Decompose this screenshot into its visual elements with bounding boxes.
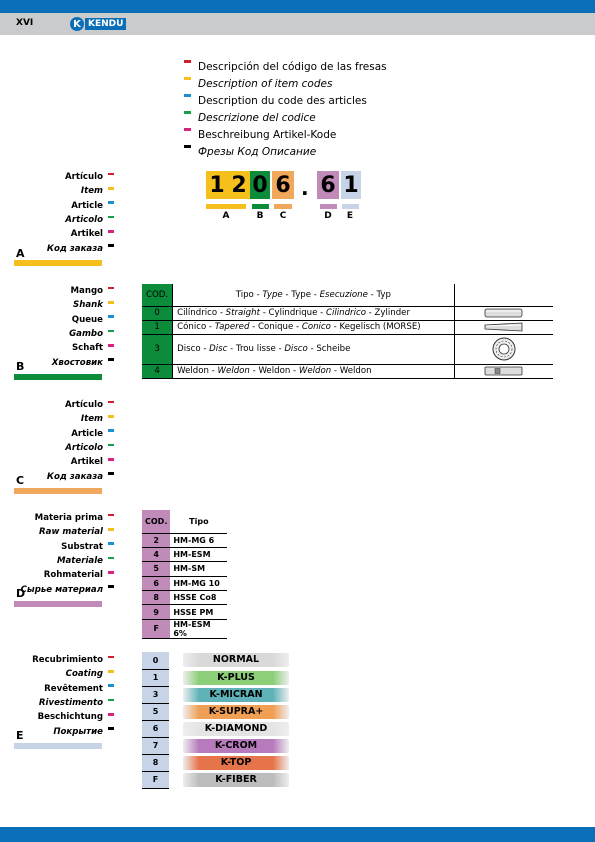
material-type: HM-ESM [170, 547, 227, 561]
label-text: Item [80, 186, 103, 197]
section-b-labels [14, 284, 114, 370]
material-type: HM-MG 10 [170, 576, 227, 590]
section-b-line [14, 374, 102, 380]
coating-swatch: K-DIAMOND [183, 722, 289, 736]
marker-it [184, 111, 191, 114]
marker-it [108, 699, 114, 702]
section-a-labels [14, 170, 114, 256]
code-digit-d: 6 [317, 171, 339, 199]
section-e-line [14, 743, 102, 749]
shank-table [142, 284, 553, 379]
coating-swatch: K-FIBER [183, 773, 289, 787]
table-row [142, 669, 289, 686]
code-digit-c: 6 [272, 171, 294, 199]
marker-ru [108, 727, 114, 730]
label-text: Rohmaterial [43, 570, 103, 581]
label-text: Article [71, 428, 103, 439]
section-label-it [14, 327, 114, 341]
material-cod-header: COD. [142, 510, 170, 533]
section-d-line [14, 601, 102, 607]
legend-text-fr: Description du code des articles [198, 94, 367, 107]
coating-code: 8 [142, 754, 169, 771]
cylindrical-shank-icon [454, 306, 553, 320]
bottom-bar [0, 827, 595, 842]
material-code: 5 [142, 562, 170, 576]
marker-it [108, 557, 114, 560]
code-label-c: C [279, 211, 287, 221]
label-text: Materia prima [34, 513, 103, 524]
section-label-ru [14, 241, 114, 255]
label-text: Artikel [70, 229, 103, 240]
code-label-e: E [346, 211, 354, 221]
marker-fr [108, 315, 114, 318]
coating-code: F [142, 771, 169, 788]
coating-swatch: K-PLUS [183, 671, 289, 685]
marker-es [108, 173, 114, 176]
label-text: Artículo [64, 172, 103, 183]
marker-es [108, 401, 114, 404]
section-label-it [14, 441, 114, 455]
label-text: Schaft [71, 343, 103, 354]
code-separator: . [301, 176, 309, 200]
section-c-labels [14, 398, 114, 484]
label-text: Articolo [65, 215, 103, 226]
shank-code: 4 [142, 364, 173, 378]
material-code: 4 [142, 547, 170, 561]
section-label-fr [14, 199, 114, 213]
section-label-es [14, 653, 114, 667]
table-row [142, 562, 227, 576]
section-a-letter: A [16, 247, 25, 260]
table-row [142, 703, 289, 720]
logo-text: KENDU [85, 18, 126, 30]
shank-desc: Disco - Disc - Trou lisse - Disco - Scheibe [173, 334, 454, 364]
coating-code: 6 [142, 720, 169, 737]
code-bar-c [274, 204, 292, 209]
label-text: Покрытие [53, 726, 103, 737]
label-text: Raw material [39, 527, 103, 538]
table-row [142, 605, 227, 619]
legend-text-de: Beschreibung Artikel-Kode [198, 128, 337, 141]
section-label-ru [14, 724, 114, 738]
material-type: HM-ESM 6% [170, 619, 227, 638]
marker-de [108, 344, 114, 347]
marker-it [108, 330, 114, 333]
label-text: Rivestimento [38, 698, 103, 709]
weldon-shank-icon [454, 364, 553, 378]
marker-fr [108, 429, 114, 432]
coating-name [183, 737, 289, 754]
coating-swatch: NORMAL [183, 653, 289, 667]
table-row [142, 754, 289, 771]
marker-de [108, 713, 114, 716]
material-table-header [142, 510, 227, 533]
shank-code: 0 [142, 306, 173, 320]
marker-de [108, 571, 114, 574]
shank-code: 3 [142, 334, 173, 364]
coating-code: 5 [142, 703, 169, 720]
code-digit-a2: 2 [228, 171, 250, 199]
shank-desc: Cónico - Tapered - Conique - Conico - Kegelisch (MORSE) [173, 320, 454, 334]
marker-it [108, 444, 114, 447]
label-text: Artikel [70, 457, 103, 468]
marker-en [108, 528, 114, 531]
section-label-es [14, 511, 114, 525]
coating-name [183, 703, 289, 720]
section-a-line [14, 260, 102, 266]
coating-name [183, 771, 289, 788]
table-row [142, 619, 227, 638]
code-digit-b: 0 [250, 171, 270, 199]
marker-en [108, 670, 114, 673]
coating-name [183, 754, 289, 771]
legend-row-en [184, 75, 387, 92]
code-digit-e: 1 [341, 171, 361, 199]
legend-text-it: Descrizione del codice [198, 111, 316, 124]
marker-ru [184, 145, 191, 148]
coating-swatch: K-TOP [183, 756, 289, 770]
section-label-es [14, 170, 114, 184]
section-label-en [14, 525, 114, 539]
coating-swatch: K-SUPRA+ [183, 705, 289, 719]
section-d-letter: D [16, 587, 26, 600]
logo-mark: K [70, 17, 84, 31]
label-text: Beschichtung [37, 712, 103, 723]
legend-text-en: Description of item codes [198, 77, 333, 90]
label-text: Код заказа [46, 243, 103, 254]
legend-text-ru: Фрезы Код Описание [198, 145, 317, 158]
section-label-fr [14, 427, 114, 441]
shank-icon-header [454, 284, 553, 306]
material-code: 8 [142, 591, 170, 605]
material-code: 9 [142, 605, 170, 619]
section-label-de [14, 341, 114, 355]
section-label-ru [14, 355, 114, 369]
section-c-letter: C [16, 474, 25, 487]
section-label-de [14, 227, 114, 241]
table-row [142, 737, 289, 754]
marker-ru [108, 472, 114, 475]
label-text: Articolo [65, 443, 103, 454]
label-text: Substrat [61, 541, 103, 552]
shank-cod-header: COD. [142, 284, 173, 306]
material-type: HM-MG 6 [170, 533, 227, 547]
section-label-fr [14, 313, 114, 327]
section-label-ru [14, 582, 114, 596]
coating-swatch: K-CROM [183, 739, 289, 753]
marker-fr [108, 542, 114, 545]
marker-en [184, 77, 191, 80]
code-digit-a1: 1 [206, 171, 228, 199]
label-text: Gambo [69, 329, 103, 340]
label-text: Shank [73, 300, 103, 311]
section-d-labels [14, 511, 114, 597]
table-row [142, 533, 227, 547]
material-code: 6 [142, 576, 170, 590]
marker-es [108, 656, 114, 659]
section-label-fr [14, 682, 114, 696]
section-label-it [14, 213, 114, 227]
label-text: Queue [71, 314, 103, 325]
legend-row-es [184, 58, 387, 75]
material-type: HM-SM [170, 562, 227, 576]
table-row [142, 334, 553, 364]
marker-en [108, 301, 114, 304]
label-text: Coating [65, 669, 103, 680]
code-label-b: B [256, 211, 264, 221]
tapered-shank-icon [454, 320, 553, 334]
section-label-fr [14, 540, 114, 554]
code-bar-d [320, 204, 337, 209]
disc-icon [454, 334, 553, 364]
material-type: HSSE Co8 [170, 591, 227, 605]
marker-es [184, 60, 191, 63]
section-label-es [14, 284, 114, 298]
coating-name [183, 686, 289, 703]
table-row [142, 771, 289, 788]
table-row [142, 364, 553, 378]
material-code: F [142, 619, 170, 638]
legend-text-es: Descripción del código de las fresas [198, 60, 387, 73]
section-b-letter: B [16, 360, 25, 373]
table-row [142, 576, 227, 590]
shank-code: 1 [142, 320, 173, 334]
shank-table-header [142, 284, 553, 306]
section-label-en [14, 184, 114, 198]
section-label-de [14, 568, 114, 582]
code-label-d: D [324, 211, 332, 221]
label-text: Код заказа [46, 471, 103, 482]
kendu-logo [70, 16, 126, 32]
table-row [142, 652, 289, 669]
code-label-a: A [222, 211, 230, 221]
section-c-line [14, 488, 102, 494]
section-label-de [14, 710, 114, 724]
coating-table [142, 652, 289, 789]
table-row [142, 591, 227, 605]
marker-en [108, 187, 114, 190]
marker-fr [184, 94, 191, 97]
table-row [142, 720, 289, 737]
table-row [142, 306, 553, 320]
legend-row-ru [184, 143, 387, 160]
coating-name [183, 669, 289, 686]
marker-es [108, 287, 114, 290]
legend-row-de [184, 126, 387, 143]
section-label-es [14, 398, 114, 412]
coating-swatch: K-MICRAN [183, 688, 289, 702]
marker-fr [108, 684, 114, 687]
code-bar-b [252, 204, 269, 209]
section-label-de [14, 455, 114, 469]
legend-row-fr [184, 92, 387, 109]
section-label-ru [14, 469, 114, 483]
coating-code: 7 [142, 737, 169, 754]
shank-desc: Weldon - Weldon - Weldon - Weldon - Weldon [173, 364, 454, 378]
top-bar [0, 0, 595, 13]
table-row [142, 686, 289, 703]
coating-code: 1 [142, 669, 169, 686]
shank-desc: Cilíndrico - Straight - Cylindrique - Cilindrico - Zylinder [173, 306, 454, 320]
section-e-letter: E [16, 729, 24, 742]
label-text: Recubrimiento [32, 655, 103, 666]
code-bar-e [342, 204, 359, 209]
coating-code: 0 [142, 652, 169, 669]
coating-name [183, 720, 289, 737]
language-legend [184, 58, 387, 160]
marker-it [108, 216, 114, 219]
table-row [142, 320, 553, 334]
shank-type-header: Tipo - Type - Type - Esecuzione - Typ [173, 284, 454, 306]
marker-de [184, 128, 191, 131]
section-e-labels [14, 653, 114, 739]
marker-ru [108, 358, 114, 361]
section-label-en [14, 667, 114, 681]
material-type: HSSE PM [170, 605, 227, 619]
page-number: XVI [16, 18, 34, 28]
coating-code: 3 [142, 686, 169, 703]
label-text: Materiale [56, 556, 103, 567]
material-tipo-header: Tipo [170, 510, 227, 533]
section-label-en [14, 298, 114, 312]
label-text: Article [71, 200, 103, 211]
marker-fr [108, 201, 114, 204]
code-bar-a [206, 204, 246, 209]
material-table [142, 510, 227, 639]
marker-es [108, 514, 114, 517]
marker-en [108, 415, 114, 418]
marker-ru [108, 244, 114, 247]
label-text: Сырье материал [20, 584, 103, 595]
section-label-en [14, 412, 114, 426]
marker-ru [108, 585, 114, 588]
material-code: 2 [142, 533, 170, 547]
label-text: Artículo [64, 400, 103, 411]
label-text: Revêtement [44, 683, 103, 694]
section-label-it [14, 554, 114, 568]
table-row [142, 547, 227, 561]
marker-de [108, 230, 114, 233]
legend-row-it [184, 109, 387, 126]
coating-name [183, 652, 289, 669]
label-text: Mango [70, 286, 103, 297]
label-text: Item [80, 414, 103, 425]
section-label-it [14, 696, 114, 710]
label-text: Хвостовик [51, 357, 103, 368]
marker-de [108, 458, 114, 461]
